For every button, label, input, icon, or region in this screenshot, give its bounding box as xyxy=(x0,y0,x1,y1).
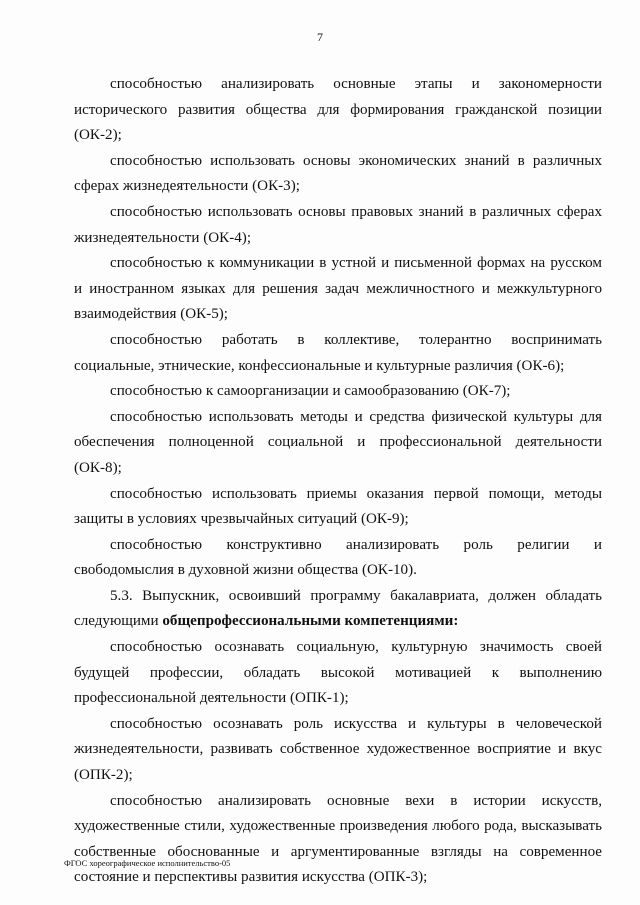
paragraph-ok-4: способностью использовать основы правовых знаний в различных сферах жизнедеятельности (ОК-4); xyxy=(74,203,602,246)
paragraph-opk-2: способностью осознавать роль искусства и культуры в человеческой жизнедеятельности, развивать собственное художественное восприятие и вкус (ОПК-2); xyxy=(74,715,602,784)
paragraph-ok-8: способностью использовать методы и средства физической культуры для обеспечения полноценной социальной и профессиональной деятельности (ОК-8); xyxy=(74,408,602,476)
section-lead-text: 5.3. Выпускник, освоивший программу бакалавриата, должен обладать следующими xyxy=(74,587,602,630)
document-body xyxy=(74,72,602,891)
page-number: 7 xyxy=(317,30,323,44)
paragraph-ok-7: способностью к самоорганизации и самообразованию (ОК-7); xyxy=(110,383,511,400)
section-bold-text: общепрофессиональными компетенциями: xyxy=(162,613,459,630)
section-5-3 xyxy=(74,584,602,635)
paragraph-ok-2: способностью анализировать основные этапы и закономерности исторического развития общества для формирования гражданской позиции (ОК-2); xyxy=(74,76,602,144)
paragraph-ok-5: способностью к коммуникации в устной и письменной формах на русском и иностранном языках для решения задач межличностного и межкультурного взаимодействия (ОК-5); xyxy=(74,255,602,323)
paragraph-ok-9: способностью использовать приемы оказания первой помощи, методы защиты в условиях чрезвычайных ситуаций (ОК-9); xyxy=(74,485,602,528)
paragraph-opk-1: способностью осознавать социальную, культурную значимость своей будущей профессии, обладать высокой мотивацией к выполнению профессиональной деятельности (ОПК-1); xyxy=(74,639,602,707)
paragraph-ok-6: способностью работать в коллективе, толерантно воспринимать социальные, этнические, конфессиональные и культурные различия (ОК-6); xyxy=(74,331,602,374)
paragraph-ok-10: способностью конструктивно анализировать роль религии и свободомыслия в духовной жизни общества (ОК-10). xyxy=(74,536,602,579)
paragraph-ok-3: способностью использовать основы экономических знаний в различных сферах жизнедеятельности (ОК-3); xyxy=(74,152,602,195)
paragraph-opk-3: способностью анализировать основные вехи в истории искусств, художественные стили, художественные произведения любого рода, высказывать собственные обоснованные и аргументированные взгляды на современное состояние и перспективы развития искусства (ОПК-3); xyxy=(74,792,602,886)
footer-text: ФГОС хореографическое исполнительство-05 xyxy=(64,858,231,868)
